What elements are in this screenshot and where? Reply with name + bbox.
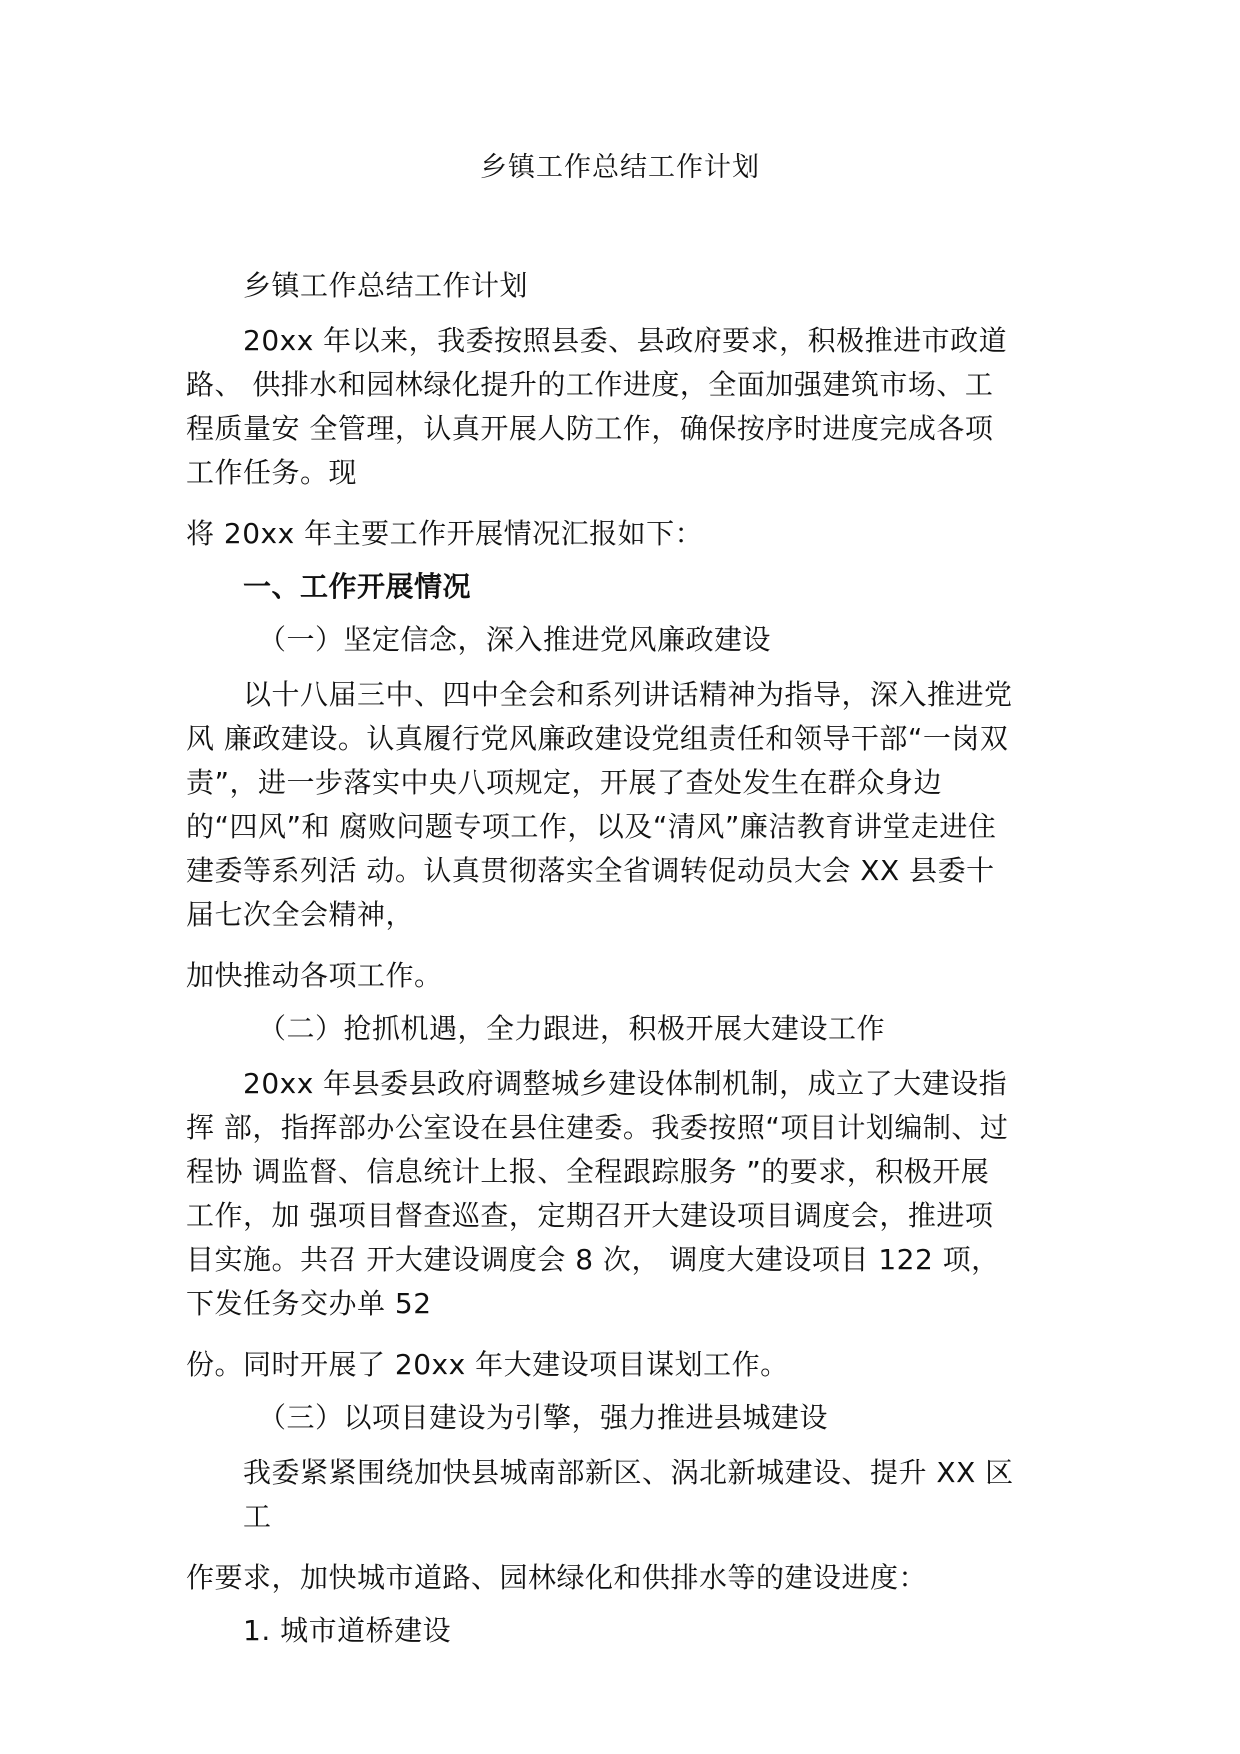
section-heading: 一、工作开展情况 xyxy=(243,570,472,603)
paragraph-line: 建委等系列活 动。认真贯彻落实全省调转促动员大会 XX 县委十 xyxy=(186,854,995,887)
paragraph-line: 我委紧紧围绕加快县城南部新区、涡北新城建设、提升 XX 区 xyxy=(243,1456,1014,1489)
list-item: 1. 城市道桥建设 xyxy=(243,1614,452,1647)
paragraph-line: 路、 供排水和园林绿化提升的工作进度，全面加强建筑市场、工 xyxy=(186,368,994,401)
paragraph-line: 程质量安 全管理，认真开展人防工作，确保按序时进度完成各项 xyxy=(186,412,994,445)
paragraph-line: 届七次全会精神， xyxy=(186,898,415,931)
paragraph-line: 风 廉政建设。认真履行党风廉政建设党组责任和领导干部“一岗双 xyxy=(186,722,1009,755)
paragraph-line: 工作任务。现 xyxy=(186,456,358,489)
paragraph-line: 下发任务交办单 52 xyxy=(186,1287,432,1320)
paragraph-line: 责”，进一步落实中央八项规定，开展了查处发生在群众身边 xyxy=(186,766,943,799)
subsection-heading: （一）坚定信念，深入推进党风廉政建设 xyxy=(258,623,772,656)
subsection-heading: （三）以项目建设为引擎，强力推进县城建设 xyxy=(258,1401,829,1434)
paragraph-line: 加快推动各项工作。 xyxy=(186,959,443,992)
paragraph-line: 程协 调监督、信息统计上报、全程跟踪服务 ”的要求，积极开展 xyxy=(186,1155,990,1188)
subsection-heading: （二）抢抓机遇，全力跟进，积极开展大建设工作 xyxy=(258,1012,886,1045)
document-title: 乡镇工作总结工作计划 xyxy=(480,152,760,183)
paragraph-line: 20xx 年以来，我委按照县委、县政府要求，积极推进市政道 xyxy=(243,324,1008,357)
paragraph-line: 作要求，加快城市道路、园林绿化和供排水等的建设进度： xyxy=(186,1561,928,1594)
paragraph-line: 以十八届三中、四中全会和系列讲话精神为指导，深入推进党 xyxy=(243,678,1013,711)
paragraph-line: 份。同时开展了 20xx 年大建设项目谋划工作。 xyxy=(186,1348,789,1381)
paragraph-line: 工作，加 强项目督查巡查，定期召开大建设项目调度会，推进项 xyxy=(186,1199,994,1232)
paragraph-line: 的“四风”和 腐败问题专项工作，以及“清风”廉洁教育讲堂走进住 xyxy=(186,810,997,843)
paragraph-line: 目实施。共召 开大建设调度会 8 次， 调度大建设项目 122 项， xyxy=(186,1243,1000,1276)
paragraph-line: 挥 部，指挥部办公室设在县住建委。我委按照“项目计划编制、过 xyxy=(186,1111,1009,1144)
paragraph-line: 20xx 年县委县政府调整城乡建设体制机制，成立了大建设指 xyxy=(243,1067,1008,1100)
paragraph-line: 工 xyxy=(243,1500,272,1533)
paragraph-line: 将 20xx 年主要工作开展情况汇报如下： xyxy=(186,517,704,550)
subtitle-line: 乡镇工作总结工作计划 xyxy=(243,269,529,302)
